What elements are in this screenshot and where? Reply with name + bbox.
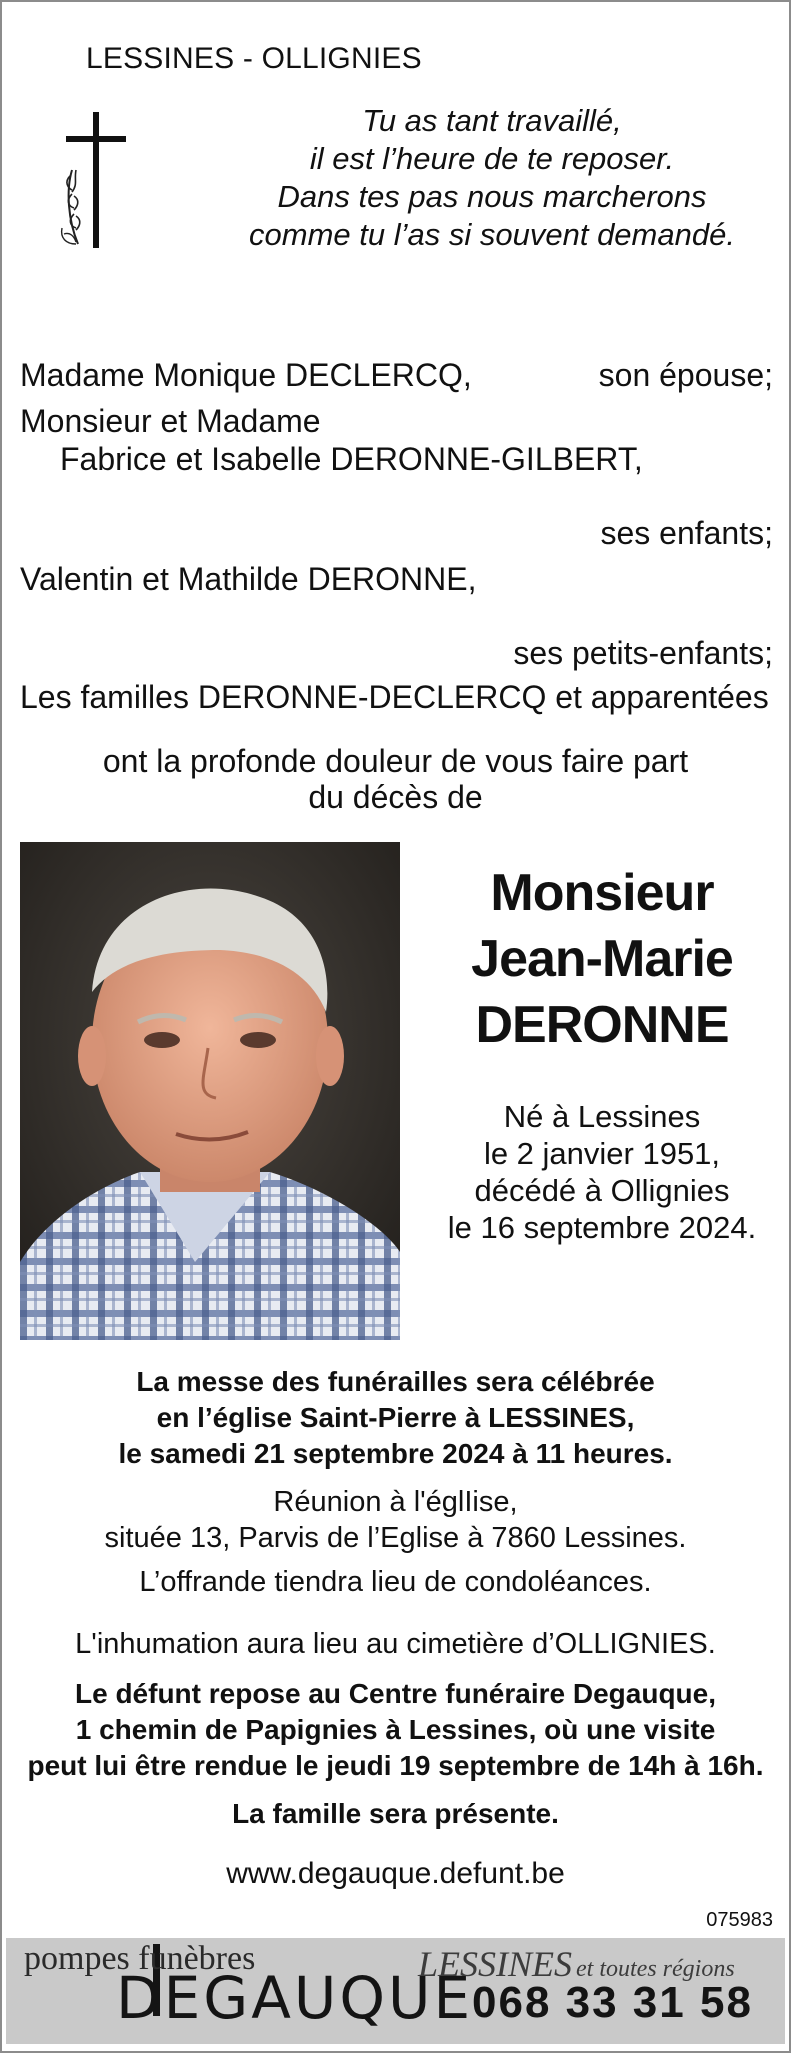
meeting-info: [2, 1484, 789, 1556]
phone-number[interactable]: 068 33 31 58: [472, 1978, 753, 2027]
presence-text: La famille sera présente.: [232, 1798, 559, 1829]
death-place: décédé à Ollignies: [474, 1173, 730, 1208]
visit-info: [2, 1676, 789, 1784]
deceased-title: Monsieur: [490, 864, 714, 922]
children-role: ses enfants;: [600, 515, 773, 551]
visit-line3: peut lui être rendue le jeudi 19 septembre de 14h à 16h.: [27, 1750, 764, 1781]
children-line2: Fabrice et Isabelle DERONNE-GILBERT,: [60, 441, 643, 477]
grandchildren-role: ses petits-enfants;: [513, 635, 773, 671]
offering-text: L’offrande tiendra lieu de condoléances.: [139, 1566, 652, 1598]
reference-number: 075983: [706, 1909, 773, 1931]
website-link[interactable]: www.degauque.defunt.be: [226, 1857, 565, 1890]
deceased-dates: [422, 1098, 782, 1246]
poem-line: Tu as tant travaillé,: [362, 103, 622, 138]
portrait-photo: [20, 842, 400, 1340]
cross-with-wheat-icon: [52, 110, 132, 250]
poem-line: comme tu l’as si souvent demandé.: [249, 217, 735, 252]
meeting-line1: Réunion à l'églIise,: [273, 1486, 518, 1518]
poem-line: Dans tes pas nous marcherons: [277, 179, 707, 214]
brand-small-text: pompes funèbres: [24, 1940, 256, 1977]
deceased-first-name: Jean-Marie: [471, 930, 733, 988]
birth-place: Né à Lessines: [503, 1099, 701, 1134]
mass-line1: La messe des funérailles sera célébrée: [136, 1366, 655, 1397]
families: Les familles DERONNE-DECLERCQ et apparentées: [20, 679, 769, 715]
children-line1: Monsieur et Madame: [20, 403, 321, 439]
spouse-name: Madame Monique DECLERCQ,: [20, 357, 472, 393]
deceased-last-name: DERONNE: [475, 996, 729, 1054]
visit-line2: 1 chemin de Papignies à Lessines, où une visite: [75, 1714, 716, 1745]
mass-line2: en l’église Saint-Pierre à LESSINES,: [156, 1402, 635, 1433]
death-date: le 16 septembre 2024.: [447, 1210, 757, 1245]
birth-date: le 2 janvier 1951,: [483, 1136, 721, 1171]
location-heading: LESSINES - OLLIGNIES: [86, 42, 422, 75]
region-sub: et toutes régions: [576, 1956, 735, 1982]
grandchildren: Valentin et Mathilde DERONNE,: [20, 561, 477, 597]
mass-info: [2, 1364, 789, 1472]
poem-line: il est l’heure de te reposer.: [309, 141, 675, 176]
announcement-line2: du décès de: [308, 779, 483, 815]
visit-line1: Le défunt repose au Centre funéraire Degauque,: [74, 1678, 717, 1709]
mass-line3: le samedi 21 septembre 2024 à 11 heures.: [118, 1438, 673, 1469]
deceased-name: [422, 860, 782, 1058]
poem: [202, 102, 782, 254]
announcement-line1: ont la profonde douleur de vous faire part: [102, 743, 689, 779]
burial-text: L'inhumation aura lieu au cimetière d’OLLIGNIES.: [75, 1628, 716, 1660]
brand-name: DEGAUQUE: [116, 1964, 474, 2032]
meeting-line2: située 13, Parvis de l’Eglise à 7860 Lessines.: [104, 1522, 687, 1554]
spouse-role: son épouse;: [598, 357, 773, 393]
region-main: LESSINES: [418, 1944, 573, 1984]
